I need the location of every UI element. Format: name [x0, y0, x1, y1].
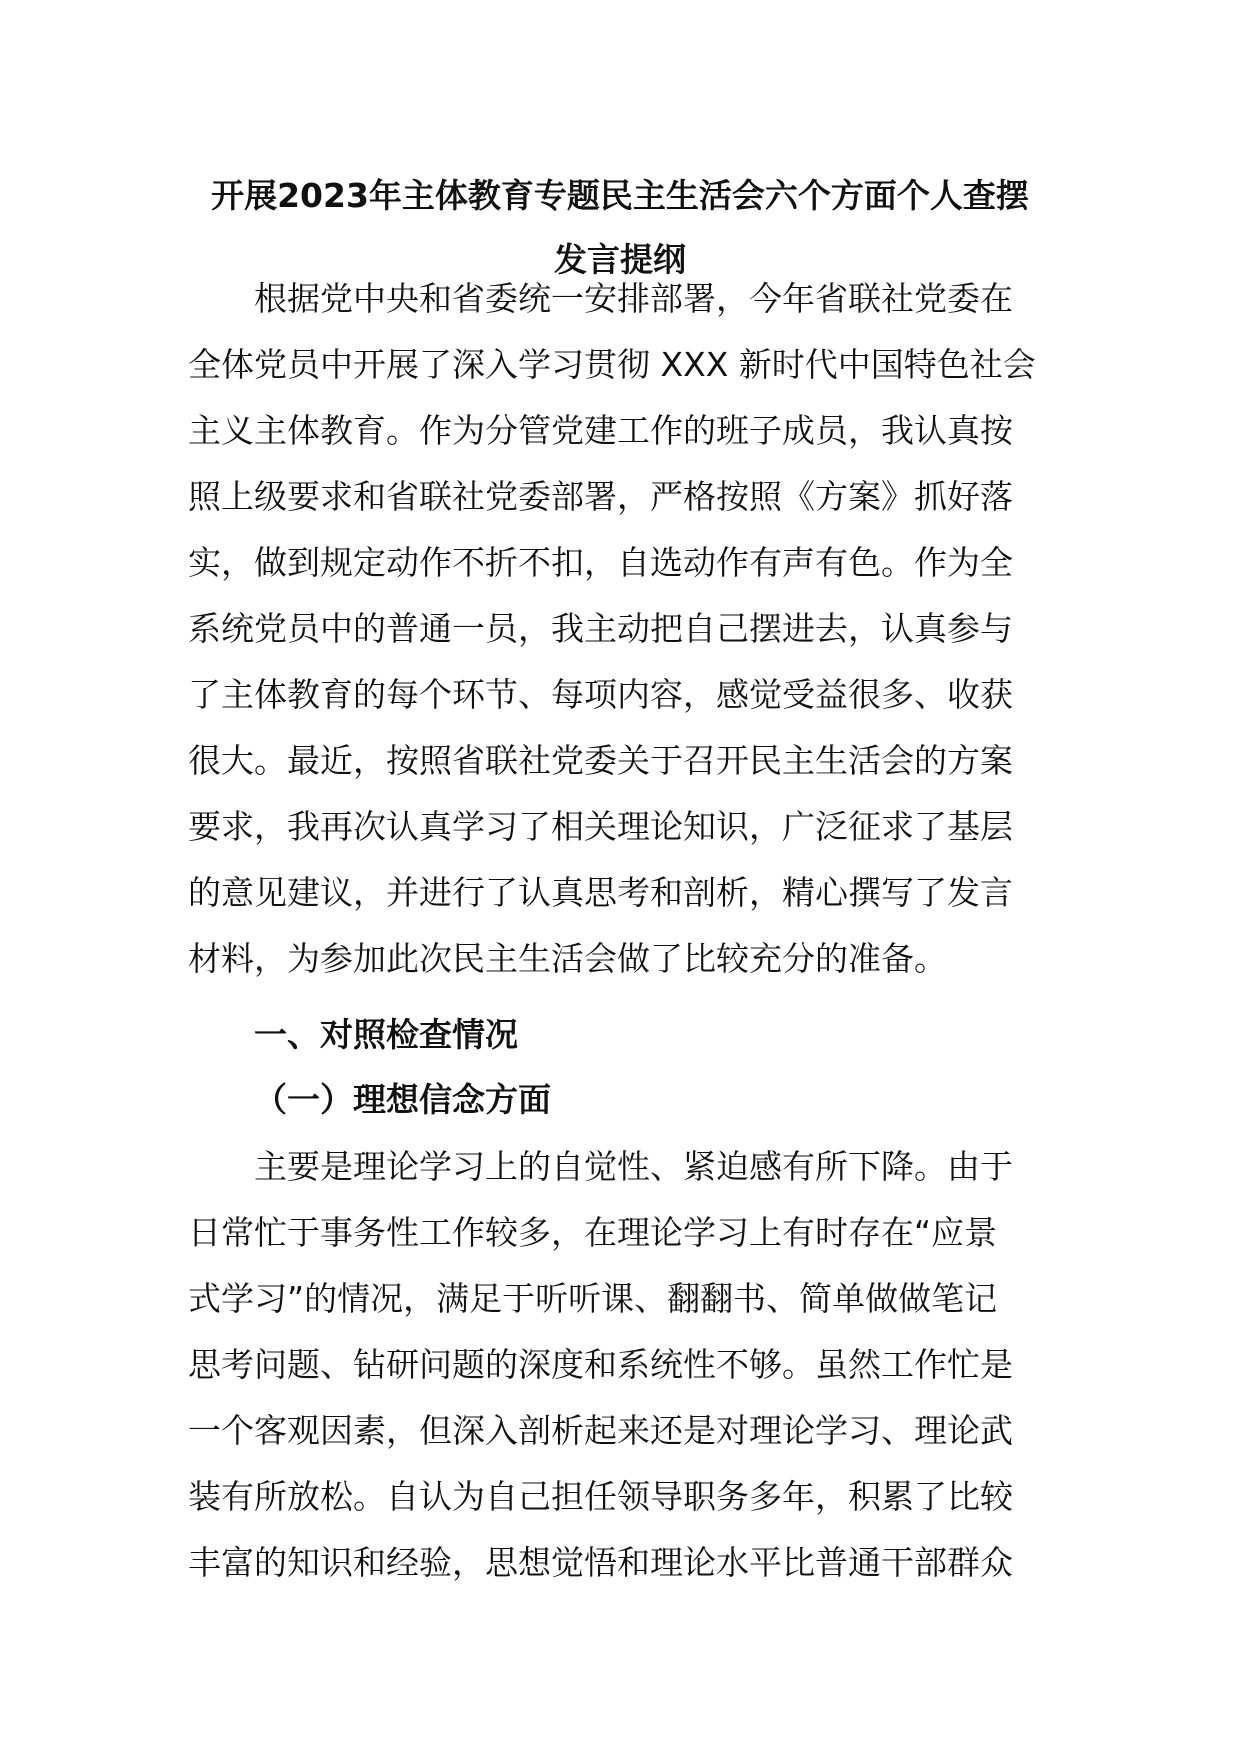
paragraph-line: 照上级要求和省联社党委部署，严格按照《方案》抓好落 — [188, 477, 1013, 516]
paragraph-line: 根据党中央和省委统一安排部署，今年省联社党委在 — [254, 279, 1013, 318]
section-heading: 一、对照检查情况 — [254, 1015, 518, 1054]
paragraph-line: 一个客观因素，但深入剖析起来还是对理论学习、理论武 — [188, 1411, 1013, 1450]
paragraph-line: 很大。最近，按照省联社党委关于召开民主生活会的方案 — [188, 741, 1013, 780]
paragraph-line: 主要是理论学习上的自觉性、紧迫感有所下降。由于 — [254, 1147, 1013, 1186]
document-title-line-1: 开展2023年主体教育专题民主生活会六个方面个人查摆 — [211, 176, 1029, 215]
paragraph-line: 装有所放松。自认为自己担任领导职务多年，积累了比较 — [188, 1477, 1013, 1516]
paragraph-line: 实，做到规定动作不折不扣，自选动作有声有色。作为全 — [188, 543, 1013, 582]
paragraph-line: 系统党员中的普通一员，我主动把自己摆进去，认真参与 — [188, 609, 1013, 648]
subsection-heading: （一）理想信念方面 — [254, 1080, 551, 1119]
paragraph-line: 式学习”的情况，满足于听听课、翻翻书、简单做做笔记 — [188, 1279, 998, 1318]
paragraph-line: 思考问题、钻研问题的深度和系统性不够。虽然工作忙是 — [188, 1345, 1013, 1384]
paragraph-line: 丰富的知识和经验，思想觉悟和理论水平比普通干部群众 — [188, 1543, 1013, 1582]
paragraph-line: 了主体教育的每个环节、每项内容，感觉受益很多、收获 — [188, 675, 1013, 714]
paragraph-line: 主义主体教育。作为分管党建工作的班子成员，我认真按 — [188, 411, 1013, 450]
paragraph-line: 全体党员中开展了深入学习贯彻 XXX 新时代中国特色社会 — [188, 345, 1036, 384]
paragraph-line: 日常忙于事务性工作较多，在理论学习上有时存在“应景 — [188, 1213, 998, 1252]
subsection-paragraph — [188, 1134, 1058, 1596]
paragraph-line: 要求，我再次认真学习了相关理论知识，广泛征求了基层 — [188, 807, 1013, 846]
paragraph-line: 材料，为参加此次民主生活会做了比较充分的准备。 — [188, 939, 947, 978]
document-title-line-2: 发言提纲 — [554, 240, 686, 279]
intro-paragraph — [188, 266, 1058, 992]
paragraph-line: 的意见建议，并进行了认真思考和剖析，精心撰写了发言 — [188, 873, 1013, 912]
